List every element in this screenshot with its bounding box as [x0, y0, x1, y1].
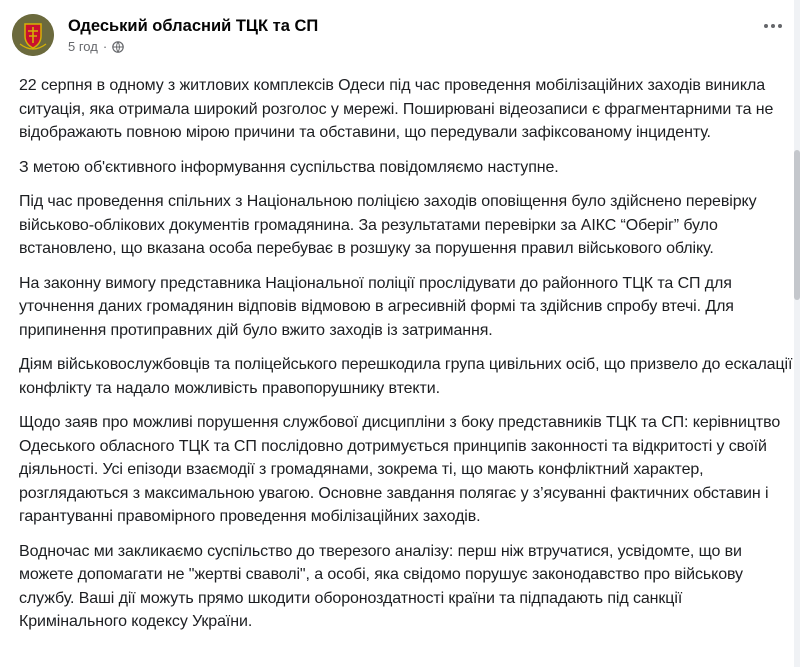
post-paragraph: Щодо заяв про можливі порушення службової дисципліни з боку представників ТЦК та СП: керівництво Одеського обласного ТЦК та СП послідовно дотримується принципів законності та відкритості у своїй діяльності. Усі епізоди взаємодії з громадянами, зокрема ті, що мають конфліктний характер, розглядаються з максимальною увагою. Основне завдання полягає у з’ясуванні фактичних обставин і гарантуванні правомірного проведення мобілізаційних заходів.	[19, 414, 781, 525]
scrollbar-track[interactable]	[794, 0, 800, 667]
post-timestamp[interactable]: 5 год	[68, 39, 98, 54]
post-paragraph: Водночас ми закликаємо суспільство до тверезого аналізу: перш ніж втручатися, усвідомте, що ви можете допомагати не "жертві сваволі", а особі, яка свідомо порушує законодавство про військову службу. Ваші дії можуть прямо шкодити обороноздатності країни та підпадають під санкції Кримінального кодексу України.	[19, 542, 743, 630]
page-name-link[interactable]: Одеський обласний ТЦК та СП	[68, 17, 319, 35]
emblem-shield-icon	[12, 14, 54, 56]
more-options-icon[interactable]	[764, 24, 782, 28]
post-paragraph: Діям військовослужбовців та поліцейського перешкодила група цивільних осіб, що призвело до ескалації конфлікту та надало можливість правопорушнику втекти.	[19, 356, 793, 397]
post-paragraph: Під час проведення спільних з Національною поліцією заходів оповіщення було здійснено перевірку військово-облікових документів громадянина. За результатами перевірки за АІКС “Оберіг” було встановлено, що вказана особа перебуває в розшуку за порушення правил військового обліку.	[19, 193, 757, 257]
post-paragraph: 22 серпня в одному з житлових комплексів Одеси під час проведення мобілізаційних заходів виникла ситуація, яка отримала широкий розголос у мережі. Поширювані відеозаписи є фрагментарними та не відображають повною мірою причини та обставини, що передували зафіксованому інциденту.	[19, 77, 774, 141]
post-paragraph: На законну вимогу представника Національної поліції прослідувати до районного ТЦК та СП для уточнення даних громадянин відповів відмовою в агресивній формі та здійснив спробу втечі. Для припинення протиправних дій було вжито заходів із затримання.	[19, 274, 734, 339]
post-meta	[68, 16, 318, 54]
scrollbar-thumb[interactable]	[794, 150, 800, 300]
post-header	[12, 14, 318, 56]
post-body	[19, 74, 794, 645]
avatar[interactable]	[12, 14, 54, 56]
globe-icon[interactable]	[112, 41, 124, 53]
post-paragraph: З метою об'єктивного інформування суспільства повідомляємо наступне.	[19, 158, 559, 176]
post-subline	[68, 39, 318, 54]
separator-dot: ·	[102, 39, 108, 54]
